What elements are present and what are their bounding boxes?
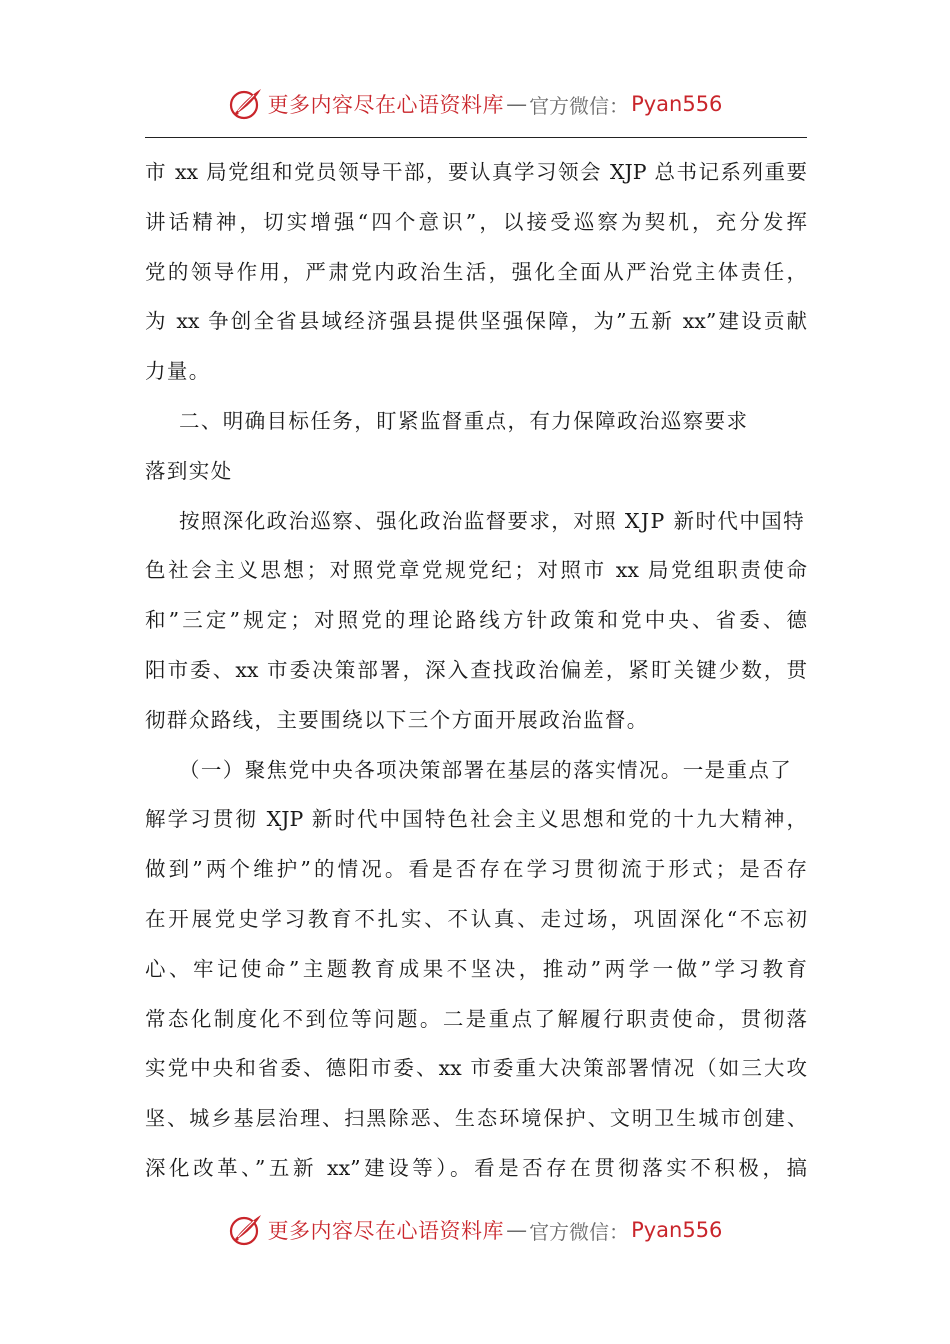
wechat-id: Pyan556 [631, 1218, 723, 1242]
body-line: 实党中央和省委、德阳市委、xx 市委重大决策部署情况（如三大攻 [145, 1056, 807, 1081]
quill-pen-logo-icon [228, 86, 264, 122]
quill-pen-logo-icon [228, 1212, 264, 1248]
body-line: 力量。 [145, 359, 211, 384]
wechat-label: 官方微信： [529, 1219, 630, 1244]
section-heading-cont: 落到实处 [145, 458, 233, 483]
body-line: 解学习贯彻 XJP 新时代中国特色社会主义思想和党的十九大精神， [145, 807, 807, 832]
body-line: 阳市委、xx 市委决策部署，深入查找政治偏差，紧盯关键少数，贯 [145, 657, 807, 682]
body-line: 做到”两个维护”的情况。看是否存在学习贯彻流于形式；是否存 [145, 857, 807, 882]
promo-text: 更多内容尽在心语资料库 [267, 93, 505, 117]
body-line: 彻群众路线，主要围绕以下三个方面开展政治监督。 [145, 707, 649, 732]
body-line: 常态化制度化不到位等问题。二是重点了解履行职责使命，贯彻落 [145, 1006, 807, 1031]
body-line: 讲话精神，切实增强“四个意识”，以接受巡察为契机，充分发挥 [145, 209, 807, 234]
body-line: 在开展党史学习教育不扎实、不认真、走过场，巩固深化“不忘初 [145, 906, 807, 931]
body-line: 党的领导作用，严肃党内政治生活，强化全面从严治党主体责任， [145, 259, 807, 284]
body-line: 市 xx 局党组和党员领导干部，要认真学习领会 XJP 总书记系列重要 [145, 160, 807, 184]
wechat-label: 官方微信： [529, 93, 630, 118]
body-line: 心、牢记使命”主题教育成果不坚决，推动”两学一做”学习教育 [145, 956, 807, 981]
banner-dash: — [506, 1218, 528, 1242]
body-line: （一）聚焦党中央各项决策部署在基层的落实情况。一是重点了 [179, 757, 793, 782]
body-line: 按照深化政治巡察、强化政治监督要求，对照 XJP 新时代中国特 [179, 508, 806, 533]
body-line: 坚、城乡基层治理、扫黑除恶、生态环境保护、文明卫生城市创建、 [145, 1106, 807, 1131]
footer-banner [0, 1208, 950, 1252]
body-line: 色社会主义思想；对照党章党规党纪；对照市 xx 局党组职责使命 [145, 558, 807, 583]
header-banner [0, 82, 950, 126]
header-divider [145, 137, 807, 138]
promo-text: 更多内容尽在心语资料库 [267, 1219, 505, 1243]
banner-dash: — [506, 92, 528, 116]
wechat-id: Pyan556 [631, 92, 723, 116]
section-heading: 二、明确目标任务，盯紧监督重点，有力保障政治巡察要求 [179, 408, 749, 433]
document-body [145, 148, 807, 1198]
body-line: 深化改革、”五新 xx”建设等）。看是否存在贯彻落实不积极，搞 [145, 1155, 807, 1180]
body-line: 为 xx 争创全省县域经济强县提供坚强保障，为”五新 xx”建设贡献 [145, 309, 807, 334]
body-line: 和”三定”规定；对照党的理论路线方针政策和党中央、省委、德 [145, 608, 807, 633]
